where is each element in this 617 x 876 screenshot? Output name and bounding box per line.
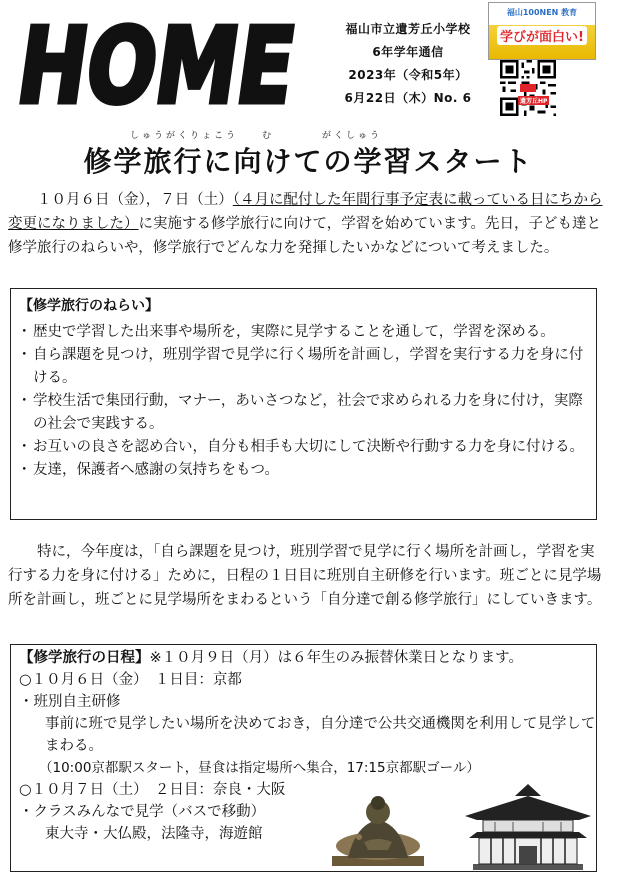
aims-heading: 【修学旅行のねらい】 <box>19 298 159 314</box>
schedule-day1-time: （10:00京都駅スタート，昼食は指定場所へ集合，17:15京都駅ゴール） <box>39 760 480 776</box>
aim-item: ・ 友達，保護者へ感謝の気持ちをもつ。 <box>19 459 588 482</box>
title-ruby: しゅうがくりょこう む がくしゅう <box>130 131 383 141</box>
schedule-day2-item: ・クラスみんなで見学（バスで移動） <box>19 804 266 820</box>
school-name: 福山市立遺芳丘小学校 <box>345 22 471 36</box>
aims-box <box>10 288 597 520</box>
aim-item: ・ 歴史で学習した出来事や場所を，実際に見学することを通して，学習を深める。 <box>19 321 588 344</box>
main-title-block <box>0 128 617 180</box>
home-logo-text: HOME <box>10 5 378 127</box>
schedule-day1-item: ・班別自主研修 <box>19 694 121 710</box>
badge-title: 福山100NEN 教育 <box>506 8 578 17</box>
todaiji-temple-illustration <box>463 782 593 872</box>
badge-slogan: 学びが面白い! <box>497 26 587 45</box>
issue-date: 6月22日（木）No. 6 <box>344 91 472 105</box>
schedule-day2-places: 東大寺・大仏殿，法隆寺，海遊館 <box>45 826 263 842</box>
intro-dates: １０月６日（金），７日（土） <box>37 192 233 208</box>
schedule-day2: ○１０月７日（土） ２日目：奈良・大阪 <box>19 782 286 798</box>
schedule-heading: 【修学旅行の日程】 <box>19 650 150 666</box>
issue-year: 2023年（令和5年） <box>348 68 468 82</box>
aim-item: ・ お互いの良さを認め合い，自分も相手も大切にして決断や行動する力を身に付ける。 <box>19 436 588 459</box>
intro-body: に実施する修学旅行に向けて，学習を始めています。先日，子ども達と修学旅行のねらいや，修学旅行でどんな力を発揮したいかなどについて考えました。 <box>8 216 602 256</box>
great-buddha-illustration <box>328 796 428 868</box>
intro-change-note: （４月に配付した年間行事予定表に載っている日にちから変更になりました） <box>8 192 603 232</box>
qr-code[interactable] <box>500 60 556 116</box>
fukuyama-100-badge <box>488 2 596 60</box>
intro-paragraph <box>8 188 608 260</box>
qr-caption: 遺芳丘HP <box>520 98 548 105</box>
schedule-day1: ○１０月６日（金） １日目：京都 <box>19 672 242 688</box>
aim-item: ・ 自ら課題を見つけ，班別学習で見学に行く場所を計画し，学習を実行する力を身に付ける。 <box>19 344 588 390</box>
middle-paragraph <box>8 540 608 612</box>
middle-text: 特に，今年度は，「自ら課題を見つけ，班別学習で見学に行く場所を計画し，学習を実行する力を身に付ける」ために，日程の１日目に班別自主研修を行います。班ごとに見学場所を計画し，班ごとに見学場所をまわるという「自分達で創る修学旅行」にしていきます。 <box>8 544 602 608</box>
aims-list <box>19 321 588 482</box>
schedule-note: ※１０月９日（月）は６年生のみ振替休業日となります。 <box>149 650 523 666</box>
schedule-day1-desc: 事前に班で見学したい場所を決めておき，自分達で公共交通機関を利用して見学してまわる。 <box>45 716 596 754</box>
newsletter-name: 6年学年通信 <box>372 45 444 59</box>
aim-item: ・ 学校生活で集団行動，マナー，あいさつなど，社会で求められる力を身に付け，実際の社会で実践する。 <box>19 390 588 436</box>
home-logo <box>10 2 378 127</box>
main-title: 修学旅行に向けての学習スタート <box>83 145 534 178</box>
